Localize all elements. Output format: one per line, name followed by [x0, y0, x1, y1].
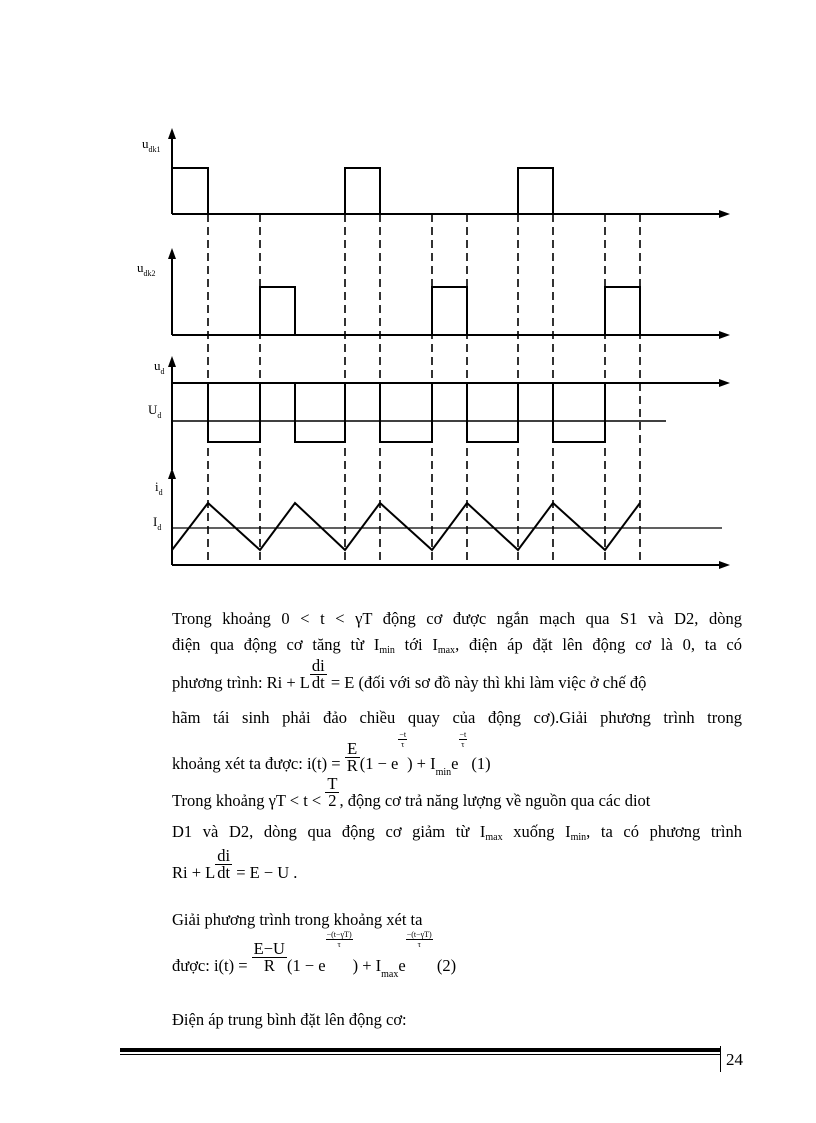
- p1-line2: điện qua động cơ tăng từ $I_{min}$ tới $I_{max}$, điện áp đặt lên động cơ là 0, ta có: [172, 635, 743, 656]
- exponent-gammaT-over-tau: $\frac{-(t-\gamma T)}{\tau}$: [326, 930, 352, 949]
- p2-line2: D1 và D2, dòng qua động cơ giảm từ $I_{max}$ xuống $I_{min}$, ta có phương trình: [172, 822, 743, 843]
- arrow-up-icon: [168, 356, 176, 367]
- arrow-right-icon: [719, 210, 730, 218]
- p2-line3: Ri + L $\frac{di}{dt}$ = E − U .: [172, 846, 298, 883]
- footer-rule-thin: [120, 1054, 720, 1055]
- udk2-pulse-1: [260, 287, 295, 335]
- p1-line4: hãm tái sinh phải đảo chiều quay của động cơ).Giải phương trình trong: [172, 708, 742, 727]
- svg-text:udk1: [142, 136, 161, 154]
- udk1-pulse-2: [345, 168, 380, 214]
- exponent-t-over-tau-2: $\frac{-t}{\tau}$: [459, 730, 467, 749]
- p3-line2: được: i(t) = $\frac{E-U}{R}$ (1 − e $\frac{-(t-\gamma T)}{\tau}$ ) + $I_{max}e$ $\frac{-(t-\gamma T)}{\tau}$ (2): [172, 930, 457, 980]
- di-dt-fraction-2: $\frac{di}{dt}$: [217, 846, 231, 882]
- udk1-label-sub: dk1: [148, 145, 161, 154]
- udk2-label-sub: dk2: [143, 269, 156, 278]
- udk2-pulse-3: [605, 287, 640, 335]
- arrow-right-icon: [719, 379, 730, 387]
- svg-text:ud: [154, 358, 165, 376]
- p1-line5: khoảng xét ta được: i(t) = $\frac{E}{R}$ (1 − e $\frac{-t}{\tau}$ ) + $I_{min}e$ $\frac{-t}{\tau}$ (1): [172, 730, 491, 778]
- E-minus-U-over-R-fraction: $\frac{E-U}{R}$: [253, 938, 285, 975]
- Ud-label: U: [148, 402, 158, 417]
- svg-text:Id: [153, 514, 161, 532]
- udk1-pulse-1: [172, 168, 208, 214]
- Id-label-sub: d: [157, 523, 162, 532]
- T-over-2-fraction: $\frac{T}{2}$: [327, 774, 338, 810]
- udk2-label: u: [137, 260, 144, 275]
- p1-line3: phương trình: Ri + L $\frac{di}{dt}$ = E (đối với sơ đồ này thì khi làm việc ở chế độ: [172, 656, 647, 693]
- udk2-pulse-2: [432, 287, 467, 335]
- id-label: i: [155, 479, 159, 494]
- Ud-label-sub: d: [157, 411, 162, 420]
- svg-text:id: [155, 479, 163, 497]
- arrow-up-icon: [168, 248, 176, 259]
- p1-line1: Trong khoảng 0 < t < γT động cơ được ngắn mạch qua S1 và D2, dòng: [172, 609, 742, 628]
- E-over-R-fraction: $\frac{E}{R}$: [346, 738, 358, 775]
- arrow-right-icon: [719, 331, 730, 339]
- exponent-t-over-tau: $\frac{-t}{\tau}$: [399, 730, 407, 749]
- exponent-gammaT-over-tau-2: $\frac{-(t-\gamma T)}{\tau}$: [406, 930, 432, 949]
- udk1-pulse-3: [518, 168, 553, 214]
- id-waveform: [172, 503, 640, 550]
- footer-rule-vertical: [720, 1046, 721, 1072]
- di-dt-fraction: $\frac{di}{dt}$: [311, 656, 325, 692]
- ud-label-sub: d: [160, 367, 165, 376]
- udk1-label: u: [142, 136, 149, 151]
- id-label-sub: d: [158, 488, 163, 497]
- arrow-up-icon: [168, 128, 176, 139]
- footer-rule-thick: [120, 1048, 720, 1052]
- arrow-up-icon: [168, 468, 176, 479]
- ud-label: u: [154, 358, 161, 373]
- p3-line1: Giải phương trình trong khoảng xét ta: [172, 910, 423, 929]
- arrow-right-icon: [719, 561, 730, 569]
- svg-text:Ud: [148, 402, 161, 420]
- p4-line1: Điện áp trung bình đặt lên động cơ:: [172, 1010, 407, 1029]
- svg-text:udk2: [137, 260, 156, 278]
- page-number: 24: [726, 1050, 743, 1069]
- ud-waveform: [172, 383, 640, 442]
- Id-label: I: [153, 514, 158, 529]
- p2-line1: Trong khoảng γT < t < $\frac{T}{2}$ , động cơ trả năng lượng về nguồn qua các diot: [172, 774, 651, 811]
